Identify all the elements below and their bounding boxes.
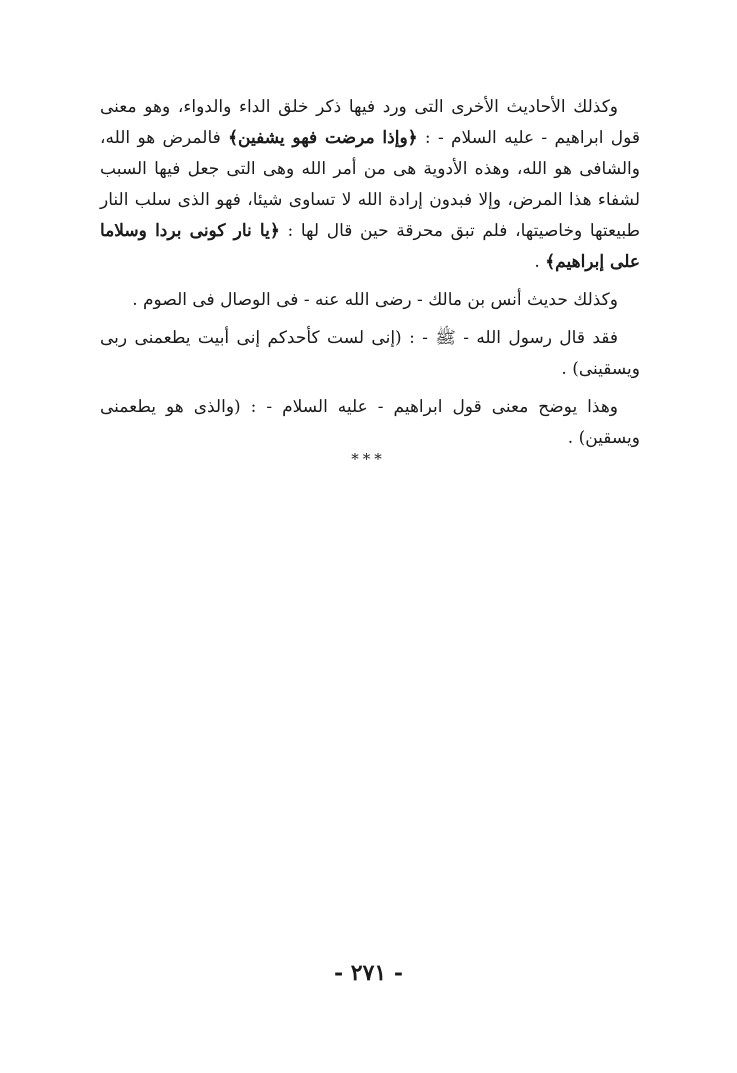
paragraph-1-text-3: . [534, 252, 546, 272]
quran-verse-1: ﴿وإذا مرضت فهو يشفين﴾ [228, 128, 418, 148]
body-text [100, 92, 640, 461]
quran-verse-2: ﴿يا نار كونى بردا وسلاما على إبراهيم﴾ [100, 221, 640, 272]
section-divider: *** [351, 450, 386, 468]
paragraph-1-text-1: وكذلك الأحاديث الأخرى التى ورد فيها ذكر خلق الداء والدواء، وهو معنى قول ابراهيم - عليه السلام - : [100, 97, 640, 148]
paragraph-4 [100, 392, 640, 454]
paragraph-2 [100, 285, 640, 316]
page-number: - ٢٧١ - [333, 960, 404, 986]
paragraph-1-text-2: فالمرض هو الله، والشافى هو الله، وهذه الأدوية هى من أمر الله وهى التى جعل فيها السبب لشفاء هذا المرض، وإلا فبدون إرادة الله لا تساوى شيئا، فهو الذى سلب النار طبيعتها وخاصيتها، فلم تبق محرقة حين قال لها : [100, 128, 640, 241]
paragraph-2-text: وكذلك حديث أنس بن مالك - رضى الله عنه - فى الوصال فى الصوم . [132, 290, 618, 310]
paragraph-3-text: فقد قال رسول الله - ﷺ - : (إنى لست كأحدكم إنى أبيت يطعمنى ربى ويسقينى) . [100, 328, 640, 379]
paragraph-4-text: وهذا يوضح معنى قول ابراهيم - عليه السلام - : (والذى هو يطعمنى ويسقين) . [100, 397, 640, 448]
paragraph-3 [100, 323, 640, 385]
paragraph-1 [100, 92, 640, 278]
